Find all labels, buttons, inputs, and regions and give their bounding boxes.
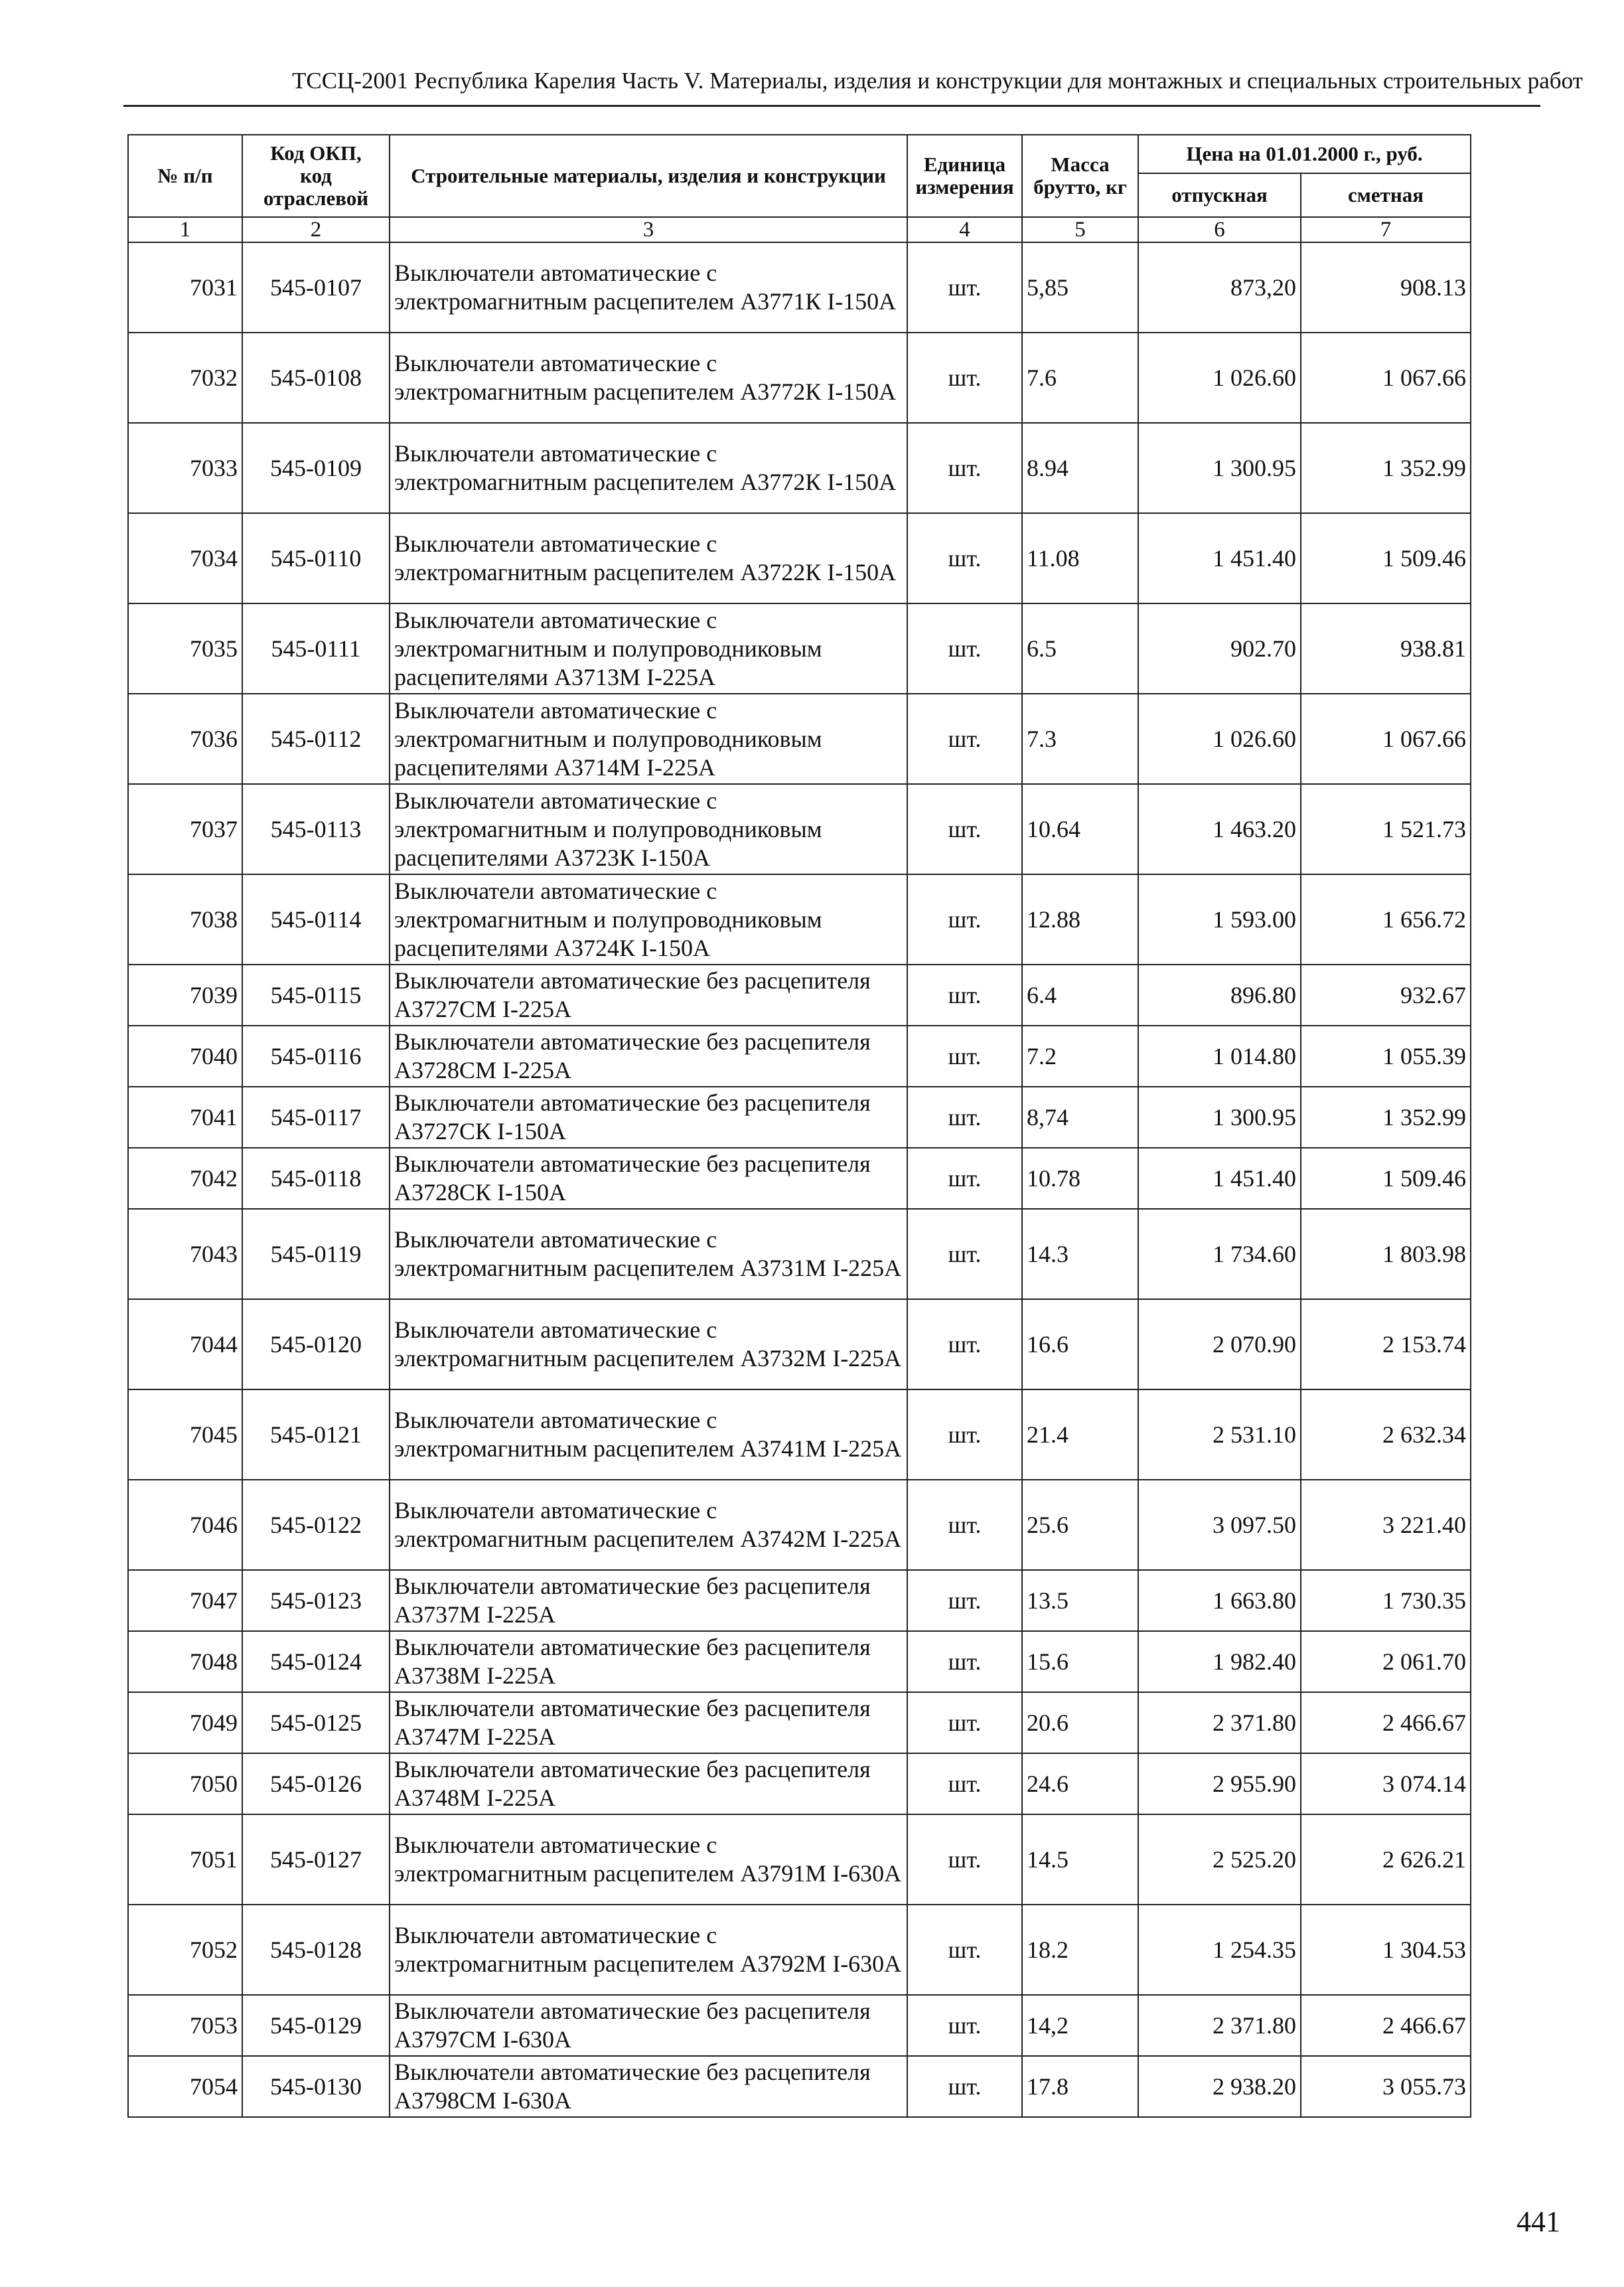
unit-of-measure: шт. <box>907 333 1022 423</box>
table-row <box>128 423 1471 513</box>
header-unit: Единица измерения <box>907 135 1022 217</box>
table-row <box>128 1631 1471 1692</box>
price-estimate: 1 509.46 <box>1301 513 1471 603</box>
row-number: 7052 <box>128 1905 242 1995</box>
price-release: 1 451.40 <box>1138 513 1301 603</box>
row-number: 7053 <box>128 1995 242 2056</box>
row-number: 7050 <box>128 1753 242 1814</box>
gross-mass: 16.6 <box>1022 1299 1138 1389</box>
okp-code: 545-0114 <box>242 874 390 965</box>
row-number: 7046 <box>128 1480 242 1570</box>
okp-code: 545-0129 <box>242 1995 390 2056</box>
row-number: 7054 <box>128 2056 242 2117</box>
price-release: 1 451.40 <box>1138 1148 1301 1209</box>
material-name: Выключатели автоматические без расцепителя А3738М I-225А <box>390 1631 907 1692</box>
price-estimate: 1 803.98 <box>1301 1209 1471 1299</box>
price-release: 1 026.60 <box>1138 694 1301 784</box>
price-release: 1 014.80 <box>1138 1026 1301 1087</box>
price-release: 1 982.40 <box>1138 1631 1301 1692</box>
material-name: Выключатели автоматические с электромагнитным расцепителем А3771К I-150А <box>390 242 907 333</box>
gross-mass: 24.6 <box>1022 1753 1138 1814</box>
table-row <box>128 1299 1471 1389</box>
okp-code: 545-0128 <box>242 1905 390 1995</box>
material-name: Выключатели автоматические без расцепителя А3748М I-225А <box>390 1753 907 1814</box>
table-row <box>128 1148 1471 1209</box>
header-name: Строительные материалы, изделия и конструкции <box>390 135 907 217</box>
column-number: 5 <box>1022 217 1138 242</box>
okp-code: 545-0113 <box>242 784 390 874</box>
table-row <box>128 1480 1471 1570</box>
column-number: 4 <box>907 217 1022 242</box>
row-number: 7035 <box>128 603 242 694</box>
okp-code: 545-0116 <box>242 1026 390 1087</box>
header-rule <box>123 105 1540 107</box>
header-code <box>242 135 390 217</box>
table-row <box>128 1692 1471 1753</box>
price-estimate: 1 352.99 <box>1301 1087 1471 1148</box>
material-name: Выключатели автоматические с электромагнитным и полупроводниковым расцепителями А3724К I-150А <box>390 874 907 965</box>
table-row <box>128 242 1471 333</box>
column-number: 6 <box>1138 217 1301 242</box>
table-row <box>128 1995 1471 2056</box>
gross-mass: 10.64 <box>1022 784 1138 874</box>
unit-of-measure: шт. <box>907 1026 1022 1087</box>
price-release: 1 463.20 <box>1138 784 1301 874</box>
unit-of-measure: шт. <box>907 1299 1022 1389</box>
material-name: Выключатели автоматические с электромагнитным расцепителем А3742М I-225А <box>390 1480 907 1570</box>
unit-of-measure: шт. <box>907 965 1022 1026</box>
row-number: 7033 <box>128 423 242 513</box>
row-number: 7044 <box>128 1299 242 1389</box>
gross-mass: 15.6 <box>1022 1631 1138 1692</box>
okp-code: 545-0115 <box>242 965 390 1026</box>
table-row <box>128 513 1471 603</box>
header-mass: Масса брутто, кг <box>1022 135 1138 217</box>
column-number: 2 <box>242 217 390 242</box>
unit-of-measure: шт. <box>907 1209 1022 1299</box>
gross-mass: 25.6 <box>1022 1480 1138 1570</box>
table-row <box>128 694 1471 784</box>
okp-code: 545-0127 <box>242 1814 390 1905</box>
header-code-line3: отраслевой <box>263 187 369 210</box>
price-estimate: 1 067.66 <box>1301 694 1471 784</box>
okp-code: 545-0109 <box>242 423 390 513</box>
row-number: 7048 <box>128 1631 242 1692</box>
price-release: 2 938.20 <box>1138 2056 1301 2117</box>
row-number: 7034 <box>128 513 242 603</box>
material-name: Выключатели автоматические без расцепителя А3727СМ I-225А <box>390 965 907 1026</box>
okp-code: 545-0111 <box>242 603 390 694</box>
gross-mass: 17.8 <box>1022 2056 1138 2117</box>
material-name: Выключатели автоматические без расцепителя А3728СК I-150А <box>390 1148 907 1209</box>
price-estimate: 1 055.39 <box>1301 1026 1471 1087</box>
price-release: 873,20 <box>1138 242 1301 333</box>
table-row <box>128 1753 1471 1814</box>
gross-mass: 10.78 <box>1022 1148 1138 1209</box>
row-number: 7043 <box>128 1209 242 1299</box>
price-release: 1 734.60 <box>1138 1209 1301 1299</box>
material-name: Выключатели автоматические без расцепителя А3737М I-225А <box>390 1570 907 1631</box>
material-name: Выключатели автоматические с электромагнитным и полупроводниковым расцепителями А3723К I-150А <box>390 784 907 874</box>
gross-mass: 6.4 <box>1022 965 1138 1026</box>
table-row <box>128 874 1471 965</box>
header-price-estimate: сметная <box>1301 173 1471 217</box>
unit-of-measure: шт. <box>907 2056 1022 2117</box>
price-release: 2 531.10 <box>1138 1389 1301 1480</box>
unit-of-measure: шт. <box>907 1148 1022 1209</box>
row-number: 7042 <box>128 1148 242 1209</box>
unit-of-measure: шт. <box>907 603 1022 694</box>
price-release: 1 026.60 <box>1138 333 1301 423</box>
price-estimate: 1 304.53 <box>1301 1905 1471 1995</box>
header-code-line1: Код ОКП, <box>270 141 362 165</box>
okp-code: 545-0126 <box>242 1753 390 1814</box>
table-row <box>128 1026 1471 1087</box>
okp-code: 545-0124 <box>242 1631 390 1692</box>
header-num: № п/п <box>128 135 242 217</box>
table-row <box>128 1814 1471 1905</box>
gross-mass: 20.6 <box>1022 1692 1138 1753</box>
price-estimate: 938.81 <box>1301 603 1471 694</box>
price-release: 2 955.90 <box>1138 1753 1301 1814</box>
price-estimate: 932.67 <box>1301 965 1471 1026</box>
row-number: 7036 <box>128 694 242 784</box>
unit-of-measure: шт. <box>907 1692 1022 1753</box>
price-release: 2 371.80 <box>1138 1995 1301 2056</box>
price-release: 3 097.50 <box>1138 1480 1301 1570</box>
price-estimate: 2 466.67 <box>1301 1995 1471 2056</box>
price-release: 2 371.80 <box>1138 1692 1301 1753</box>
row-number: 7032 <box>128 333 242 423</box>
gross-mass: 12.88 <box>1022 874 1138 965</box>
okp-code: 545-0118 <box>242 1148 390 1209</box>
okp-code: 545-0130 <box>242 2056 390 2117</box>
unit-of-measure: шт. <box>907 1480 1022 1570</box>
material-name: Выключатели автоматические с электромагнитным расцепителем А3791М I-630А <box>390 1814 907 1905</box>
table-row <box>128 1389 1471 1480</box>
column-number: 3 <box>390 217 907 242</box>
price-estimate: 3 055.73 <box>1301 2056 1471 2117</box>
unit-of-measure: шт. <box>907 242 1022 333</box>
price-table <box>127 134 1471 2118</box>
price-estimate: 1 067.66 <box>1301 333 1471 423</box>
table-row <box>128 603 1471 694</box>
table-row <box>128 1905 1471 1995</box>
price-release: 1 254.35 <box>1138 1905 1301 1995</box>
material-name: Выключатели автоматические с электромагнитным расцепителем А3722К I-150А <box>390 513 907 603</box>
gross-mass: 14.3 <box>1022 1209 1138 1299</box>
price-estimate: 2 466.67 <box>1301 1692 1471 1753</box>
unit-of-measure: шт. <box>907 423 1022 513</box>
table-row <box>128 1087 1471 1148</box>
gross-mass: 11.08 <box>1022 513 1138 603</box>
row-number: 7047 <box>128 1570 242 1631</box>
material-name: Выключатели автоматические с электромагнитным и полупроводниковым расцепителями А3714М I-225А <box>390 694 907 784</box>
row-number: 7041 <box>128 1087 242 1148</box>
running-header: ТССЦ-2001 Республика Карелия Часть V. Материалы, изделия и конструкции для монтажных и специальных строительных работ <box>292 68 1583 94</box>
gross-mass: 21.4 <box>1022 1389 1138 1480</box>
gross-mass: 7.2 <box>1022 1026 1138 1087</box>
material-name: Выключатели автоматические без расцепителя А3747М I-225А <box>390 1692 907 1753</box>
row-number: 7045 <box>128 1389 242 1480</box>
price-estimate: 1 509.46 <box>1301 1148 1471 1209</box>
material-name: Выключатели автоматические без расцепителя А3728СМ I-225А <box>390 1026 907 1087</box>
gross-mass: 18.2 <box>1022 1905 1138 1995</box>
gross-mass: 13.5 <box>1022 1570 1138 1631</box>
price-estimate: 3 074.14 <box>1301 1753 1471 1814</box>
price-estimate: 1 730.35 <box>1301 1570 1471 1631</box>
row-number: 7038 <box>128 874 242 965</box>
gross-mass: 14,2 <box>1022 1995 1138 2056</box>
column-number: 1 <box>128 217 242 242</box>
row-number: 7039 <box>128 965 242 1026</box>
price-release: 902.70 <box>1138 603 1301 694</box>
unit-of-measure: шт. <box>907 1631 1022 1692</box>
gross-mass: 7.3 <box>1022 694 1138 784</box>
price-estimate: 1 521.73 <box>1301 784 1471 874</box>
okp-code: 545-0121 <box>242 1389 390 1480</box>
gross-mass: 8,74 <box>1022 1087 1138 1148</box>
header-price-release: отпускная <box>1138 173 1301 217</box>
price-estimate: 1 352.99 <box>1301 423 1471 513</box>
okp-code: 545-0108 <box>242 333 390 423</box>
okp-code: 545-0112 <box>242 694 390 784</box>
unit-of-measure: шт. <box>907 874 1022 965</box>
material-name: Выключатели автоматические с электромагнитным расцепителем А3731М I-225А <box>390 1209 907 1299</box>
row-number: 7040 <box>128 1026 242 1087</box>
material-name: Выключатели автоматические с электромагнитным расцепителем А3772К I-150А <box>390 423 907 513</box>
price-estimate: 2 153.74 <box>1301 1299 1471 1389</box>
gross-mass: 14.5 <box>1022 1814 1138 1905</box>
row-number: 7037 <box>128 784 242 874</box>
price-estimate: 2 626.21 <box>1301 1814 1471 1905</box>
unit-of-measure: шт. <box>907 1389 1022 1480</box>
header-code-line2: код <box>300 164 332 187</box>
row-number: 7031 <box>128 242 242 333</box>
header-price: Цена на 01.01.2000 г., руб. <box>1138 135 1471 173</box>
price-release: 1 663.80 <box>1138 1570 1301 1631</box>
material-name: Выключатели автоматические без расцепителя А3727СК I-150А <box>390 1087 907 1148</box>
page-number: 441 <box>1516 2205 1560 2238</box>
unit-of-measure: шт. <box>907 694 1022 784</box>
price-release: 2 070.90 <box>1138 1299 1301 1389</box>
unit-of-measure: шт. <box>907 513 1022 603</box>
price-release: 2 525.20 <box>1138 1814 1301 1905</box>
unit-of-measure: шт. <box>907 1570 1022 1631</box>
okp-code: 545-0110 <box>242 513 390 603</box>
price-estimate: 2 061.70 <box>1301 1631 1471 1692</box>
okp-code: 545-0123 <box>242 1570 390 1631</box>
okp-code: 545-0117 <box>242 1087 390 1148</box>
material-name: Выключатели автоматические с электромагнитным и полупроводниковым расцепителями А3713М I-225А <box>390 603 907 694</box>
unit-of-measure: шт. <box>907 1753 1022 1814</box>
okp-code: 545-0125 <box>242 1692 390 1753</box>
gross-mass: 5,85 <box>1022 242 1138 333</box>
okp-code: 545-0107 <box>242 242 390 333</box>
table-row <box>128 965 1471 1026</box>
price-estimate: 3 221.40 <box>1301 1480 1471 1570</box>
material-name: Выключатели автоматические с электромагнитным расцепителем А3732М I-225А <box>390 1299 907 1389</box>
unit-of-measure: шт. <box>907 1905 1022 1995</box>
material-name: Выключатели автоматические без расцепителя А3798СМ I-630А <box>390 2056 907 2117</box>
okp-code: 545-0119 <box>242 1209 390 1299</box>
price-release: 1 300.95 <box>1138 423 1301 513</box>
okp-code: 545-0122 <box>242 1480 390 1570</box>
price-release: 896.80 <box>1138 965 1301 1026</box>
table-row <box>128 784 1471 874</box>
price-release: 1 593.00 <box>1138 874 1301 965</box>
unit-of-measure: шт. <box>907 1995 1022 2056</box>
gross-mass: 6.5 <box>1022 603 1138 694</box>
table-row <box>128 1209 1471 1299</box>
okp-code: 545-0120 <box>242 1299 390 1389</box>
gross-mass: 7.6 <box>1022 333 1138 423</box>
table-row <box>128 2056 1471 2117</box>
row-number: 7051 <box>128 1814 242 1905</box>
material-name: Выключатели автоматические с электромагнитным расцепителем А3772К I-150А <box>390 333 907 423</box>
material-name: Выключатели автоматические с электромагнитным расцепителем А3792М I-630А <box>390 1905 907 1995</box>
unit-of-measure: шт. <box>907 1087 1022 1148</box>
unit-of-measure: шт. <box>907 1814 1022 1905</box>
price-estimate: 2 632.34 <box>1301 1389 1471 1480</box>
material-name: Выключатели автоматические с электромагнитным расцепителем А3741М I-225А <box>390 1389 907 1480</box>
row-number: 7049 <box>128 1692 242 1753</box>
table-row <box>128 1570 1471 1631</box>
price-estimate: 908.13 <box>1301 242 1471 333</box>
gross-mass: 8.94 <box>1022 423 1138 513</box>
price-release: 1 300.95 <box>1138 1087 1301 1148</box>
material-name: Выключатели автоматические без расцепителя А3797СМ I-630А <box>390 1995 907 2056</box>
table-row <box>128 333 1471 423</box>
column-number: 7 <box>1301 217 1471 242</box>
price-estimate: 1 656.72 <box>1301 874 1471 965</box>
unit-of-measure: шт. <box>907 784 1022 874</box>
